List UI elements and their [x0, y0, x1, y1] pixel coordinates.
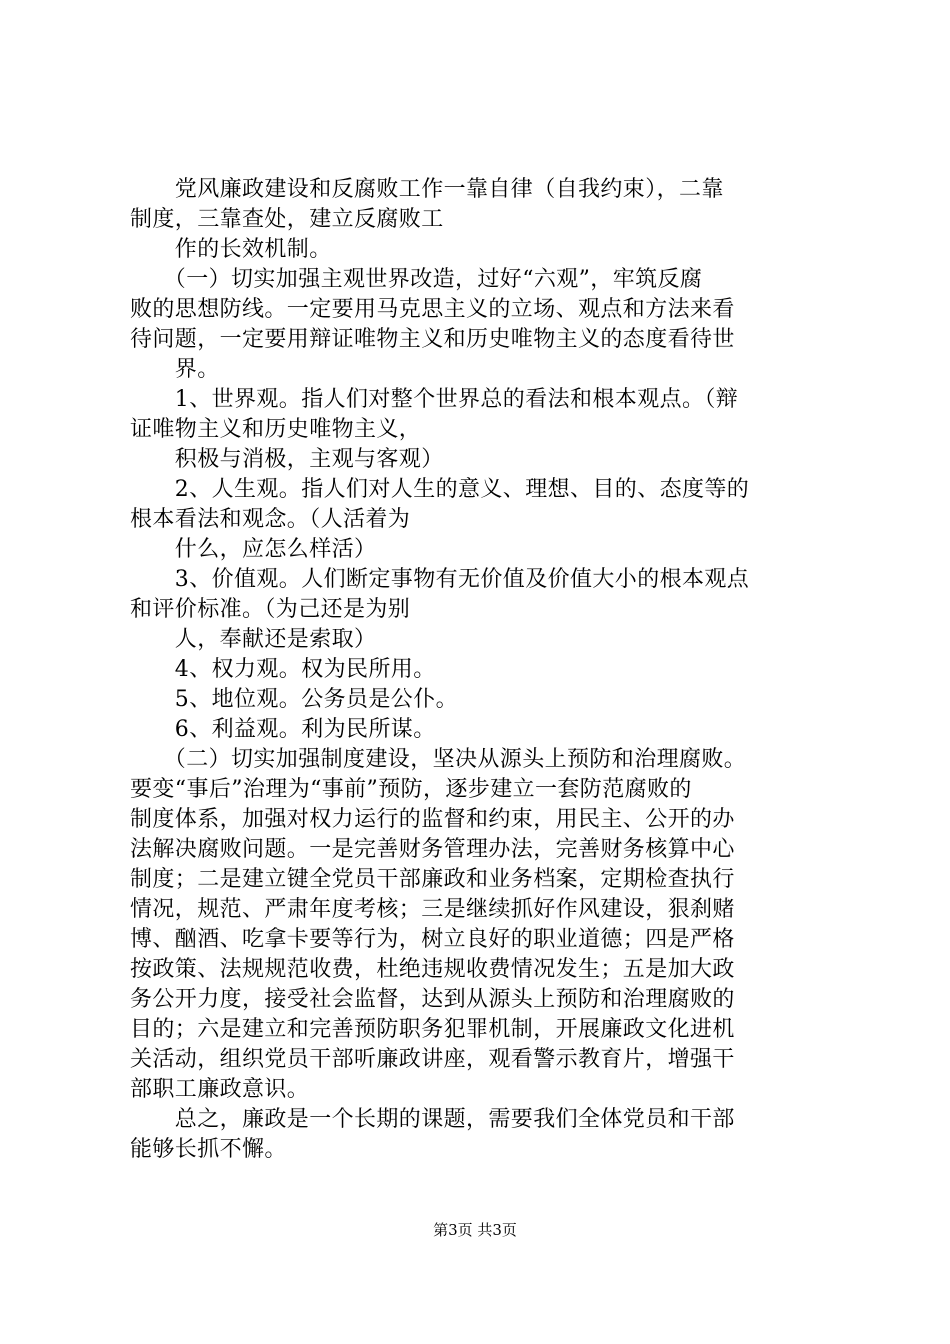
text-line: 证唯物主义和历史唯物主义， [130, 417, 422, 442]
text-line: 情况，规范、严肃年度考核；三是继续抓好作风建设，狠刹赌 [130, 897, 735, 922]
text-line: 5、地位观。公务员是公仆。 [130, 687, 458, 712]
text-line: 人，奉献还是索取） [130, 627, 377, 652]
text-line: 目的；六是建立和完善预防职务犯罪机制，开展廉政文化进机 [130, 1017, 735, 1042]
text-line: 败的思想防线。一定要用马克思主义的立场、观点和方法来看 [130, 297, 735, 322]
text-line: 2、人生观。指人们对人生的意义、理想、目的、态度等的 [130, 477, 750, 502]
text-line: 3、价值观。人们断定事物有无价值及价值大小的根本观点 [130, 567, 750, 592]
text-line: 制度体系，加强对权力运行的监督和约束，用民主、公开的办 [130, 807, 735, 832]
text-line: 博、酗酒、吃拿卡要等行为，树立良好的职业道德；四是严格 [130, 927, 735, 952]
text-line: 4、权力观。权为民所用。 [130, 657, 436, 682]
text-line: （一）切实加强主观世界改造，过好“六观”，牢筑反腐 [130, 267, 703, 292]
text-line: 制度；二是建立键全党员干部廉政和业务档案，定期检查执行 [130, 867, 735, 892]
text-line: 积极与消极，主观与客观） [130, 447, 444, 472]
text-line: 部职工廉政意识。 [130, 1077, 310, 1102]
text-line: 能够长抓不懈。 [130, 1137, 287, 1162]
page-number-footer: 第3页 共3页 [433, 1221, 517, 1239]
text-line: 要变“事后”治理为“事前”预防，逐步建立一套防范腐败的 [130, 777, 692, 802]
text-line: （二）切实加强制度建设，坚决从源头上预防和治理腐败。 [130, 747, 747, 772]
text-line: 党风廉政建设和反腐败工作一靠自律（自我约束），二靠 [130, 177, 724, 202]
text-line: 1、世界观。指人们对整个世界总的看法和根本观点。（辩 [130, 387, 739, 412]
text-line: 界。 [130, 357, 220, 382]
text-line: 按政策、法规规范收费，杜绝违规收费情况发生；五是加大政 [130, 957, 735, 982]
text-line: 和评价标准。（为己还是为别 [130, 597, 411, 622]
text-line: 制度，三靠查处，建立反腐败工 [130, 207, 444, 232]
text-line: 待问题，一定要用辩证唯物主义和历史唯物主义的态度看待世 [130, 327, 735, 352]
text-line: 根本看法和观念。（人活着为 [130, 507, 411, 532]
text-line: 关活动，组织党员干部听廉政讲座，观看警示教育片，增强干 [130, 1047, 735, 1072]
text-line: 总之，廉政是一个长期的课题，需要我们全体党员和干部 [130, 1107, 735, 1132]
text-line: 作的长效机制。 [130, 237, 332, 262]
text-line: 什么，应怎么样活） [130, 537, 377, 562]
text-line: 法解决腐败问题。一是完善财务管理办法，完善财务核算中心 [130, 837, 735, 862]
text-line: 6、利益观。利为民所谋。 [130, 717, 436, 742]
text-line: 务公开力度，接受社会监督，达到从源头上预防和治理腐败的 [130, 987, 735, 1012]
